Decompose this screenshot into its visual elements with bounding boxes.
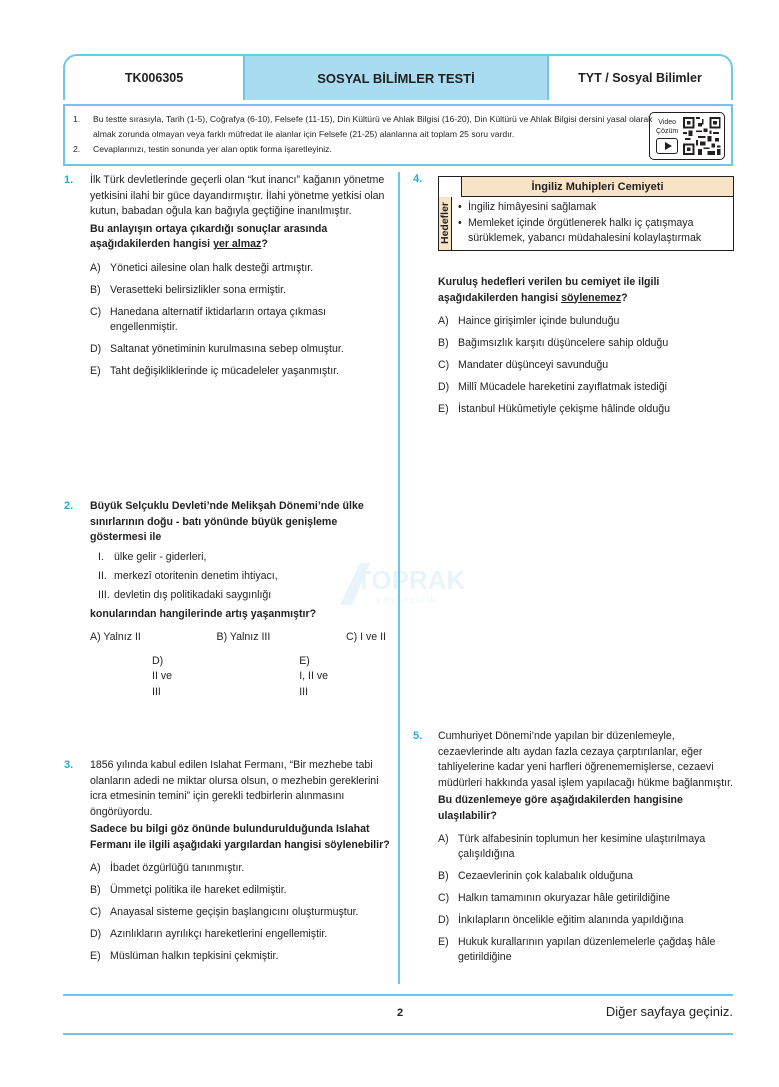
- question-5: [413, 729, 736, 972]
- option-a[interactable]: A) Haince girişimler içinde bulunduğu: [438, 315, 620, 327]
- video-label: Video: [658, 119, 677, 126]
- question-number: 2.: [64, 500, 74, 512]
- answer-options: [90, 261, 390, 379]
- question-prompt: Bu anlayışın ortaya çıkardığı sonuçlar arasında aşağıdakilerden hangisi yer almaz?: [90, 222, 328, 250]
- question-1: [64, 173, 390, 386]
- instructions-box: [63, 104, 733, 166]
- option-c[interactable]: C) Halkın tamamının okuryazar hâle getirildiğine: [438, 892, 670, 904]
- option-e[interactable]: E) Hukuk kurallarının yapılan düzenlemelerle çağdaş hâle getirildiğine: [438, 936, 716, 963]
- option-c[interactable]: C) Anayasal sisteme geçişin başlangıcını oluşturmuştur.: [90, 906, 359, 918]
- question-prompt-end: konularından hangilerinde artış yaşanmıştır?: [90, 607, 317, 620]
- answer-options: [438, 832, 736, 965]
- item-3: III. devletin dış politikadaki saygınlığı: [98, 588, 272, 601]
- option-b[interactable]: B) Bağımsızlık karşıtı düşüncelere sahip olduğu: [438, 337, 669, 349]
- question-number: 1.: [64, 174, 74, 186]
- answer-options: [90, 861, 390, 964]
- option-c[interactable]: C) Mandater düşünceyi savunduğu: [438, 359, 609, 371]
- option-b[interactable]: B) Ümmetçi politika ile hareket edilmiştir.: [90, 884, 287, 896]
- answer-options: [438, 314, 736, 417]
- question-stem: 1856 yılında kabul edilen Islahat Fermanı, “Bir mezhebe tabi olanların adedi ne miktar olursa olsun, o mezhebin gereklerini icra etmesinin temini” için gerekli tedbirlerin alınmasını öngörüyordu.: [90, 759, 379, 818]
- svg-text:TOPRAK: TOPRAK: [356, 565, 466, 595]
- option-b[interactable]: B) Yalnız III: [216, 631, 271, 643]
- play-icon: [656, 138, 678, 154]
- roman-items: [98, 548, 390, 605]
- question-prompt: Bu düzenlemeye göre aşağıdakilerden hangisine ulaşılabilir?: [438, 794, 683, 822]
- option-d[interactable]: D) İnkılapların öncelikle eğitim alanında yapıldığına: [438, 914, 684, 926]
- question-stem: İlk Türk devletlerinde geçerli olan “kut inancı” kağanın yönetme yetkisini ilahi bir güce dayandırmıştır. İlahi yönetme yetkisi olan kutun, babadan oğula kan bağıyla geçtiğine inanılmıştır.: [90, 174, 385, 217]
- question-number: 3.: [64, 759, 74, 771]
- question-prompt: Büyük Selçuklu Devleti’nde Melikşah Dönemi’nde ülke sınırlarının doğu - batı yönünde büyük genişleme göstermesi ile: [90, 500, 364, 543]
- item-1: I. ülke gelir - giderleri,: [98, 550, 207, 563]
- goals-list: [452, 197, 733, 250]
- test-title: SOSYAL BİLİMLER TESTİ: [245, 56, 549, 100]
- option-d[interactable]: D) Saltanat yönetiminin kurulmasına sebep olmuştur.: [90, 342, 344, 355]
- question-3: [64, 758, 390, 971]
- question-prompt: Sadece bu bilgi göz önünde bulundurulduğunda Islahat Fermanı ile ilgili aşağıdaki yargılardan hangisi söylenebilir?: [90, 823, 390, 851]
- next-page-note: Diğer sayfaya geçiniz.: [605, 1004, 733, 1019]
- question-stem: Cumhuriyet Dönemi’nde yapılan bir düzenlemeyle, cezaevlerinde altı aydan fazla cezaya çarptırılanlar, eğer tahliyelerine kadar yeni harfleri öğrenememişlerse, cezaevi müdürleri hakkında yasal işlem yapılacağı hükme bağlanmıştır.: [438, 730, 734, 789]
- table-side-label: Hedefler: [439, 197, 452, 250]
- option-b[interactable]: B) Verasetteki belirsizlikler sona ermiştir.: [90, 283, 287, 296]
- qr-code-icon[interactable]: [683, 116, 721, 156]
- item-2: II. merkezî otoritenin denetim ihtiyacı,: [98, 569, 278, 582]
- question-4-number: 4.: [413, 173, 423, 185]
- option-a[interactable]: A) Türk alfabesinin toplumun her kesimine ulaştırılmaya çalışıldığına: [438, 833, 706, 860]
- test-subject: TYT / Sosyal Bilimler: [578, 71, 702, 85]
- svg-text:yayıncılık: yayıncılık: [376, 595, 438, 606]
- option-c[interactable]: C) Hanedana alternatif iktidarların ortaya çıkması engellenmiştir.: [90, 305, 327, 333]
- option-d[interactable]: D) II ve III: [152, 654, 173, 698]
- video-solution-button[interactable]: [649, 112, 725, 160]
- footer-line-bottom: [63, 1033, 733, 1035]
- goal-item: • Memleket içinde örgütlenerek halkı iç çatışmaya sürüklemek, yabancı müdahalesini kolaylaştırmak: [457, 216, 702, 244]
- test-code: TK006305: [65, 56, 245, 100]
- solution-label: Çözüm: [656, 128, 679, 135]
- option-a[interactable]: A) Yönetici ailesine olan halk desteği artmıştır.: [90, 261, 314, 274]
- answer-options-row-2: [90, 654, 390, 701]
- question-4: [438, 275, 736, 424]
- option-d[interactable]: D) Azınlıkların ayrılıkçı hareketlerini engellemiştir.: [90, 928, 328, 940]
- option-a[interactable]: A) İbadet özgürlüğü tanınmıştır.: [90, 862, 245, 874]
- option-e[interactable]: E) Taht değişikliklerinde iç mücadeleler yaşanmıştır.: [90, 364, 340, 377]
- option-b[interactable]: B) Cezaevlerinin çok kalabalık olduğuna: [438, 870, 633, 882]
- answer-options-row-1: [90, 630, 386, 646]
- instruction-2: 2. Cevaplarınızı, testin sonunda yer alan optik forma işaretleyiniz.: [73, 144, 332, 154]
- page-number: 2: [396, 1007, 404, 1019]
- option-d[interactable]: D) Millî Mücadele hareketini zayıflatmak istediği: [438, 381, 668, 393]
- instruction-1: 1. Bu testte sırasıyla, Tarih (1-5), Coğrafya (6-10), Felsefe (11-15), Din Kültürü ve Ahlak Bilgisi (16-20), Din Kültürü ve Ahlak Bilgisi dersini yasal olarak almak zorunda olmayan veya farklı müfredat ile alanlar için Felsefe (21-25) alanlarına ait toplam 25 soru vardır.: [73, 114, 653, 139]
- goal-item: • İngiliz himâyesini sağlamak: [457, 201, 597, 213]
- table-title: İngiliz Muhipleri Cemiyeti: [461, 177, 733, 197]
- option-e[interactable]: E) İstanbul Hükûmetiyle çekişme hâlinde olduğu: [438, 403, 670, 415]
- option-a[interactable]: A) Yalnız II: [90, 631, 141, 643]
- question-prompt: Kuruluş hedefleri verilen bu cemiyet ile ilgili aşağıdakilerden hangisi söylenemez?: [438, 276, 660, 304]
- option-e[interactable]: E) I, II ve III: [299, 654, 329, 698]
- society-table: [438, 176, 734, 251]
- test-header: [63, 54, 733, 100]
- question-2: [64, 499, 390, 700]
- question-number: 5.: [413, 730, 423, 742]
- option-e[interactable]: E) Müslüman halkın tepkisini çekmiştir.: [90, 950, 279, 962]
- footer-line-top: [63, 994, 733, 996]
- option-c[interactable]: C) I ve II: [345, 631, 386, 643]
